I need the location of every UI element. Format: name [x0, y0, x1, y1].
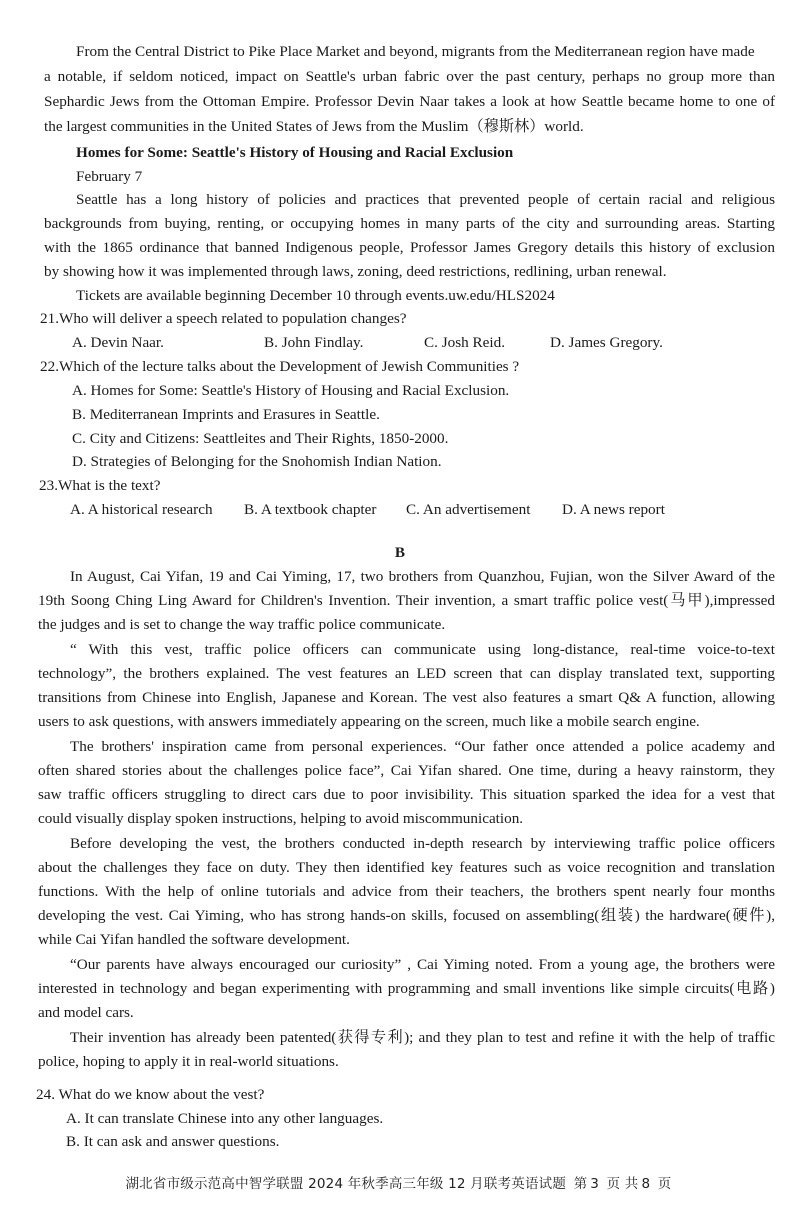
option-c: C. City and Citizens: Seattleites and Their Rights, 1850-2000. — [72, 430, 449, 447]
passage-line: transitions from Chinese into English, Japanese and Korean. The vest also features a smart Q& A function, allowing — [38, 689, 775, 706]
option-d: D. James Gregory. — [550, 334, 663, 351]
passage-line: Before developing the vest, the brothers conducted in-depth research by interviewing traffic police officers — [70, 835, 775, 852]
passage-line: the judges and is set to change the way traffic police communicate. — [38, 616, 446, 633]
page-footer — [0, 1172, 800, 1192]
passage-line: In August, Cai Yifan, 19 and Cai Yiming, 17, two brothers from Quanzhou, Fujian, won the Silver Award of the — [70, 568, 775, 585]
option-d: D. A news report — [562, 501, 665, 518]
lecture-title: Homes for Some: Seattle's History of Housing and Racial Exclusion — [76, 144, 514, 161]
passage-line: saw traffic officers struggling to direct cars due to poor invisibility. This situation sparked the idea for a vest that — [38, 786, 775, 803]
lecture-line: with the 1865 ordinance that banned Indigenous people, Professor James Gregory details this history of exclusion — [44, 239, 775, 256]
passage-line: could visually display spoken instructions, helping to avoid miscommunication. — [38, 810, 524, 827]
passage-line: “Our parents have always encouraged our curiosity” , Cai Yiming noted. From a young age, the brothers were — [70, 956, 775, 973]
passage-line: and model cars. — [38, 1004, 134, 1021]
intro-line: From the Central District to Pike Place Market and beyond, migrants from the Mediterranean region have made — [76, 43, 755, 60]
page-label-mid: 页 共 — [606, 1176, 639, 1192]
tickets-info: Tickets are available beginning December 10 through events.uw.edu/HLS2024 — [76, 287, 555, 304]
intro-line: a notable, if seldom noticed, impact on Seattle's urban fabric over the past century, perhaps no group more than — [44, 68, 775, 85]
passage-line: users to ask questions, with answers immediately appearing on the screen, much like a mobile search engine. — [38, 713, 700, 730]
lecture-line: backgrounds from buying, renting, or occupying homes in many parts of the city and surrounding areas. Starting — [44, 215, 775, 232]
lecture-date: February 7 — [76, 168, 143, 185]
question-stem: 21.Who will deliver a speech related to population changes? — [40, 310, 407, 327]
lecture-line: by showing how it was implemented through laws, zoning, deed restrictions, redlining, urban renewal. — [44, 263, 667, 280]
exam-title: 湖北省市级示范高中智学联盟 2024 年秋季高三年级 12 月联考英语试题 — [125, 1176, 567, 1192]
page-number: 3 — [590, 1176, 600, 1192]
option-a: A. Devin Naar. — [72, 334, 164, 351]
passage-line: often shared stories about the challenges police face”, Cai Yifan shared. One time, during a heavy rainstorm, they — [38, 762, 775, 779]
section-heading: B — [394, 544, 406, 561]
option-b: B. John Findlay. — [264, 334, 364, 351]
question-stem: 23.What is the text? — [39, 477, 161, 494]
passage-line: police, hoping to apply it in real-world situations. — [38, 1053, 339, 1070]
option-d: D. Strategies of Belonging for the Snohomish Indian Nation. — [72, 453, 442, 470]
passage-line: The brothers' inspiration came from personal experiences. “Our father once attended a police academy and — [70, 738, 775, 755]
question-stem: 22.Which of the lecture talks about the Development of Jewish Communities ? — [40, 358, 520, 375]
passage-line: technology”, the brothers explained. The vest features an LED screen that can display translated text, supporting — [38, 665, 775, 682]
passage-line: about the challenges they face on duty. They then identified key features such as voice recognition and translation — [38, 859, 775, 876]
intro-line: the largest communities in the United States of Jews from the Muslim（穆斯林）world. — [44, 118, 584, 135]
passage-line: Their invention has already been patented(获得专利); and they plan to test and refine it with the help of traffic — [70, 1029, 775, 1046]
passage-line: 19th Soong Ching Ling Award for Children's Invention. Their invention, a smart traffic police vest(马甲),impressed — [38, 592, 775, 609]
intro-line: Sephardic Jews from the Ottoman Empire. Professor Devin Naar takes a look at how Seattle became home to one of — [44, 93, 775, 110]
option-c: C. An advertisement — [406, 501, 531, 518]
option-c: C. Josh Reid. — [424, 334, 506, 351]
passage-line: functions. With the help of online tutorials and advice from their teachers, the brothers spent nearly four months — [38, 883, 775, 900]
option-b: B. Mediterranean Imprints and Erasures in Seattle. — [72, 406, 380, 423]
page-label-suffix: 页 — [657, 1176, 672, 1192]
option-a: A. It can translate Chinese into any other languages. — [66, 1110, 384, 1127]
passage-line: “ With this vest, traffic police officers can communicate using long-distance, real-time voice-to-text — [70, 641, 775, 658]
lecture-line: Seattle has a long history of policies and practices that prevented people of certain racial and religious — [76, 191, 775, 208]
option-b: B. It can ask and answer questions. — [66, 1133, 280, 1150]
option-b: B. A textbook chapter — [244, 501, 377, 518]
passage-line: while Cai Yifan handled the software development. — [38, 931, 350, 948]
passage-line: interested in technology and began experimenting with programming and small inventions like simple circuits(电路) — [38, 980, 775, 997]
passage-line: developing the vest. Cai Yiming, who has strong hands-on skills, focused on assembling(组装) the hardware(硬件), — [38, 907, 775, 924]
option-a: A. Homes for Some: Seattle's History of Housing and Racial Exclusion. — [72, 382, 510, 399]
question-stem: 24. What do we know about the vest? — [36, 1086, 265, 1103]
page-label-prefix: 第 — [573, 1176, 588, 1192]
total-pages: 8 — [641, 1176, 651, 1192]
option-a: A. A historical research — [70, 501, 213, 518]
